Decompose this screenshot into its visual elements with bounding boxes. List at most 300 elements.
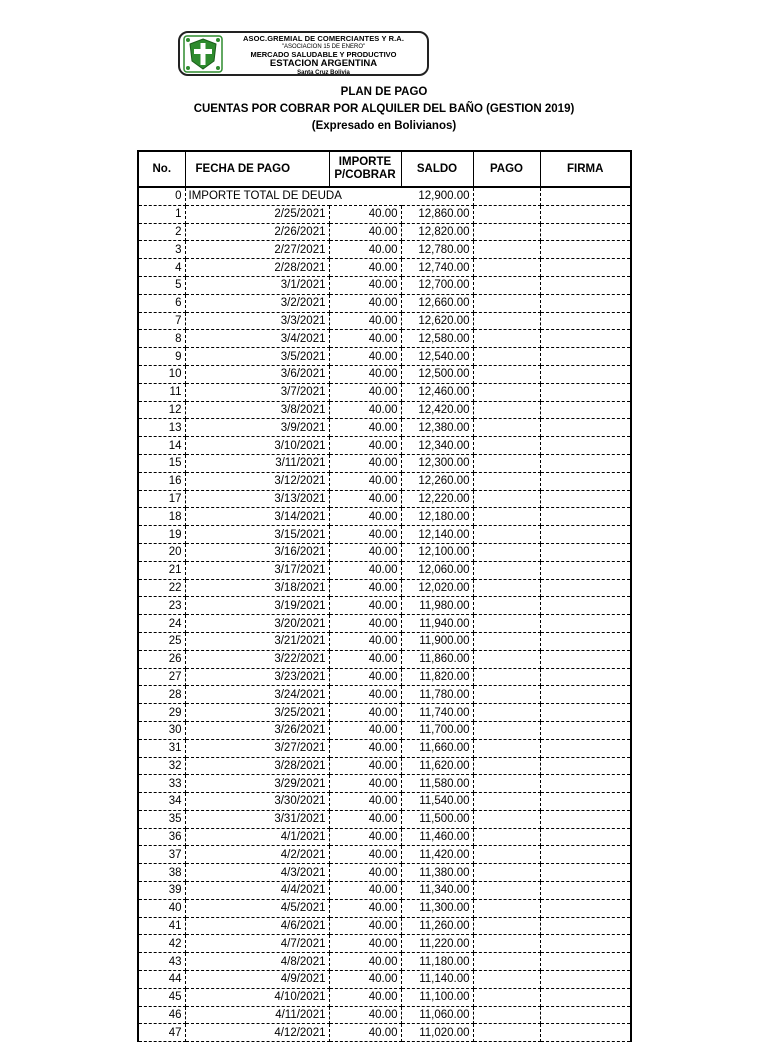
cell-fecha: 3/23/2021: [185, 668, 329, 686]
table-row: [139, 953, 630, 971]
cell-saldo: 12,180.00: [401, 508, 473, 526]
table-row: [139, 401, 630, 419]
cell-pago[interactable]: [473, 330, 540, 348]
table-row: [139, 365, 630, 383]
cell-importe: 40.00: [329, 704, 401, 722]
cell-importe: 40.00: [329, 828, 401, 846]
cell-pago[interactable]: [473, 437, 540, 455]
table-row: [139, 241, 630, 259]
cell-no: 14: [139, 437, 185, 455]
cell-firma[interactable]: [540, 205, 630, 223]
cell-saldo: 11,140.00: [401, 971, 473, 989]
table-row: [139, 419, 630, 437]
cell-fecha: 3/16/2021: [185, 543, 329, 561]
cell-saldo: 11,860.00: [401, 650, 473, 668]
cell-saldo: 12,340.00: [401, 437, 473, 455]
cell-pago[interactable]: [473, 508, 540, 526]
cell-fecha: 4/11/2021: [185, 1006, 329, 1024]
cell-firma[interactable]: [540, 632, 630, 650]
cell-importe: 40.00: [329, 953, 401, 971]
cell-fecha: 3/14/2021: [185, 508, 329, 526]
cell-no: 38: [139, 864, 185, 882]
cell-no: 0: [139, 187, 185, 205]
cell-firma[interactable]: [540, 917, 630, 935]
cell-fecha: 4/3/2021: [185, 864, 329, 882]
cell-no: 46: [139, 1006, 185, 1024]
cell-fecha: 3/1/2021: [185, 276, 329, 294]
table-row: [139, 223, 630, 241]
cell-fecha: 3/6/2021: [185, 365, 329, 383]
cell-no: 11: [139, 383, 185, 401]
cell-fecha: 3/8/2021: [185, 401, 329, 419]
cell-pago[interactable]: [473, 543, 540, 561]
cell-fecha: 4/12/2021: [185, 1024, 329, 1042]
cell-fecha: 2/25/2021: [185, 205, 329, 223]
cell-importe: 40.00: [329, 419, 401, 437]
cell-firma[interactable]: [540, 1006, 630, 1024]
table-header-row: [139, 152, 630, 187]
cell-fecha: 3/12/2021: [185, 472, 329, 490]
cell-firma[interactable]: [540, 348, 630, 366]
cell-firma[interactable]: [540, 704, 630, 722]
cell-no: 37: [139, 846, 185, 864]
table-row: [139, 632, 630, 650]
cell-firma[interactable]: [540, 882, 630, 900]
cell-firma[interactable]: [540, 899, 630, 917]
table-row: [139, 686, 630, 704]
cell-fecha: 3/5/2021: [185, 348, 329, 366]
cell-fecha: 2/28/2021: [185, 259, 329, 277]
cell-firma[interactable]: [540, 561, 630, 579]
cell-importe: 40.00: [329, 597, 401, 615]
cell-no: 13: [139, 419, 185, 437]
cell-pago[interactable]: [473, 383, 540, 401]
cell-pago[interactable]: [473, 187, 540, 205]
cell-saldo: 11,180.00: [401, 953, 473, 971]
cell-fecha: 3/18/2021: [185, 579, 329, 597]
cell-pago[interactable]: [473, 632, 540, 650]
cell-pago[interactable]: [473, 810, 540, 828]
cell-fecha: 3/25/2021: [185, 704, 329, 722]
cell-firma[interactable]: [540, 615, 630, 633]
cell-importe: 40.00: [329, 508, 401, 526]
cell-no: 7: [139, 312, 185, 330]
cell-fecha: 3/17/2021: [185, 561, 329, 579]
cell-firma[interactable]: [540, 330, 630, 348]
cell-firma[interactable]: [540, 721, 630, 739]
cell-firma[interactable]: [540, 597, 630, 615]
cell-importe: 40.00: [329, 437, 401, 455]
cell-saldo: 11,980.00: [401, 597, 473, 615]
cell-importe: 40.00: [329, 668, 401, 686]
cell-pago[interactable]: [473, 757, 540, 775]
column-header-fecha: FECHA DE PAGO: [185, 152, 329, 187]
table-row: [139, 561, 630, 579]
document-note: (Expresado en Bolivianos): [311, 120, 457, 132]
cell-firma[interactable]: [540, 757, 630, 775]
table-row: [139, 988, 630, 1006]
cell-importe: 40.00: [329, 348, 401, 366]
cell-no: 30: [139, 721, 185, 739]
cell-pago[interactable]: [473, 899, 540, 917]
cell-no: 24: [139, 615, 185, 633]
cell-saldo: 11,660.00: [401, 739, 473, 757]
cell-saldo: 12,660.00: [401, 294, 473, 312]
cell-firma[interactable]: [540, 775, 630, 793]
cell-importe: 40.00: [329, 312, 401, 330]
cell-firma[interactable]: [540, 437, 630, 455]
cell-fecha: 3/22/2021: [185, 650, 329, 668]
cell-pago[interactable]: [473, 579, 540, 597]
cell-no: 43: [139, 953, 185, 971]
cell-pago[interactable]: [473, 721, 540, 739]
cell-importe: 40.00: [329, 757, 401, 775]
cell-importe: 40.00: [329, 472, 401, 490]
cell-firma[interactable]: [540, 454, 630, 472]
cell-saldo: 11,300.00: [401, 899, 473, 917]
cell-saldo: 11,580.00: [401, 775, 473, 793]
cell-saldo: 12,580.00: [401, 330, 473, 348]
cell-pago[interactable]: [473, 793, 540, 811]
cell-pago[interactable]: [473, 312, 540, 330]
cell-firma[interactable]: [540, 472, 630, 490]
cell-no: 34: [139, 793, 185, 811]
cell-saldo: 12,740.00: [401, 259, 473, 277]
cell-fecha: 3/2/2021: [185, 294, 329, 312]
table-row: [139, 472, 630, 490]
cell-saldo: 11,940.00: [401, 615, 473, 633]
cell-importe: 40.00: [329, 401, 401, 419]
cell-importe: 40.00: [329, 223, 401, 241]
cell-pago[interactable]: [473, 401, 540, 419]
cell-pago[interactable]: [473, 276, 540, 294]
cell-no: 39: [139, 882, 185, 900]
cell-pago[interactable]: [473, 739, 540, 757]
cell-pago[interactable]: [473, 971, 540, 989]
cell-no: 31: [139, 739, 185, 757]
cell-importe: 40.00: [329, 988, 401, 1006]
cell-firma[interactable]: [540, 241, 630, 259]
table-row: [139, 650, 630, 668]
cell-pago[interactable]: [473, 650, 540, 668]
cell-saldo: 11,420.00: [401, 846, 473, 864]
cell-pago[interactable]: [473, 454, 540, 472]
cell-pago[interactable]: [473, 472, 540, 490]
cell-importe: 40.00: [329, 632, 401, 650]
cell-saldo: 12,420.00: [401, 401, 473, 419]
cell-firma[interactable]: [540, 793, 630, 811]
cell-no: 40: [139, 899, 185, 917]
cell-saldo: 11,820.00: [401, 668, 473, 686]
cell-importe: 40.00: [329, 543, 401, 561]
cell-pago[interactable]: [473, 917, 540, 935]
cell-saldo: 11,340.00: [401, 882, 473, 900]
cell-pago[interactable]: [473, 615, 540, 633]
table-row: [139, 330, 630, 348]
cell-importe: 40.00: [329, 1006, 401, 1024]
cell-pago[interactable]: [473, 846, 540, 864]
cell-saldo: 12,860.00: [401, 205, 473, 223]
org-name: ASOC.GREMIAL DE COMERCIANTES Y R.A.: [242, 34, 405, 43]
cell-firma[interactable]: [540, 650, 630, 668]
cell-no: 15: [139, 454, 185, 472]
cell-fecha: 3/30/2021: [185, 793, 329, 811]
cell-firma[interactable]: [540, 543, 630, 561]
cell-no: 47: [139, 1024, 185, 1042]
cell-firma[interactable]: [540, 935, 630, 953]
cell-pago[interactable]: [473, 223, 540, 241]
cell-pago[interactable]: [473, 241, 540, 259]
table-row: [139, 348, 630, 366]
cell-no: 5: [139, 276, 185, 294]
cell-pago[interactable]: [473, 259, 540, 277]
cell-saldo: 11,500.00: [401, 810, 473, 828]
table-row: [139, 846, 630, 864]
cell-pago[interactable]: [473, 704, 540, 722]
cell-importe: 40.00: [329, 882, 401, 900]
table-row: [139, 294, 630, 312]
cell-fecha: 4/7/2021: [185, 935, 329, 953]
cell-firma[interactable]: [540, 419, 630, 437]
cell-no: 9: [139, 348, 185, 366]
cell-importe: 40.00: [329, 579, 401, 597]
cell-fecha: 3/26/2021: [185, 721, 329, 739]
cell-saldo: 11,060.00: [401, 1006, 473, 1024]
table-row: [139, 739, 630, 757]
document-subtitle: CUENTAS POR COBRAR POR ALQUILER DEL BAÑO (GESTION 2019): [193, 103, 575, 115]
cell-no: 6: [139, 294, 185, 312]
cell-importe: 40.00: [329, 241, 401, 259]
cell-fecha: 2/26/2021: [185, 223, 329, 241]
cell-firma[interactable]: [540, 579, 630, 597]
cell-pago[interactable]: [473, 419, 540, 437]
cell-fecha: 3/11/2021: [185, 454, 329, 472]
cell-pago[interactable]: [473, 686, 540, 704]
cell-importe: 40.00: [329, 526, 401, 544]
green-cross-shield-icon: [183, 35, 223, 73]
cell-pago[interactable]: [473, 561, 540, 579]
table-row: [139, 828, 630, 846]
cell-pago[interactable]: [473, 668, 540, 686]
cell-firma[interactable]: [540, 988, 630, 1006]
cell-pago[interactable]: [473, 775, 540, 793]
cell-firma[interactable]: [540, 739, 630, 757]
cell-fecha: 3/3/2021: [185, 312, 329, 330]
cell-pago[interactable]: [473, 1006, 540, 1024]
cell-firma[interactable]: [540, 846, 630, 864]
column-header-saldo: SALDO: [401, 152, 473, 187]
cell-saldo: 12,100.00: [401, 543, 473, 561]
cell-saldo: 11,220.00: [401, 935, 473, 953]
table-row: [139, 704, 630, 722]
cell-no: 23: [139, 597, 185, 615]
cell-saldo: 11,260.00: [401, 917, 473, 935]
cell-no: 28: [139, 686, 185, 704]
cell-importe: 40.00: [329, 899, 401, 917]
cell-no: 45: [139, 988, 185, 1006]
cell-firma[interactable]: [540, 401, 630, 419]
cell-firma[interactable]: [540, 490, 630, 508]
cell-no: 22: [139, 579, 185, 597]
table-row: [139, 971, 630, 989]
table-row: [139, 793, 630, 811]
cell-no: 4: [139, 259, 185, 277]
cell-pago[interactable]: [473, 828, 540, 846]
cell-fecha: 3/29/2021: [185, 775, 329, 793]
cell-firma[interactable]: [540, 953, 630, 971]
cell-firma[interactable]: [540, 187, 630, 205]
cell-saldo: 11,780.00: [401, 686, 473, 704]
cell-saldo: 12,700.00: [401, 276, 473, 294]
cell-pago[interactable]: [473, 348, 540, 366]
table-row: [139, 864, 630, 882]
cell-firma[interactable]: [540, 276, 630, 294]
cell-no: 21: [139, 561, 185, 579]
cell-fecha: 3/10/2021: [185, 437, 329, 455]
cell-pago[interactable]: [473, 205, 540, 223]
cell-no: 35: [139, 810, 185, 828]
cell-fecha: 3/28/2021: [185, 757, 329, 775]
cell-firma[interactable]: [540, 828, 630, 846]
cell-saldo: 11,620.00: [401, 757, 473, 775]
cell-importe: 40.00: [329, 205, 401, 223]
table-row: [139, 454, 630, 472]
cell-pago[interactable]: [473, 294, 540, 312]
cell-saldo: 11,700.00: [401, 721, 473, 739]
org-location: Santa Cruz Bolivia: [297, 69, 350, 76]
cell-fecha: 3/21/2021: [185, 632, 329, 650]
cell-pago[interactable]: [473, 988, 540, 1006]
column-header-importe: IMPORTE P/COBRAR: [329, 152, 401, 187]
cell-saldo: 12,540.00: [401, 348, 473, 366]
table-row: [139, 490, 630, 508]
cell-fecha: 4/5/2021: [185, 899, 329, 917]
cell-fecha: 3/27/2021: [185, 739, 329, 757]
cell-importe: 40.00: [329, 739, 401, 757]
cell-pago[interactable]: [473, 882, 540, 900]
column-header-pago: PAGO: [473, 152, 540, 187]
cell-importe: 40.00: [329, 383, 401, 401]
cell-saldo: 11,100.00: [401, 988, 473, 1006]
cell-fecha: 3/9/2021: [185, 419, 329, 437]
cell-saldo: 12,820.00: [401, 223, 473, 241]
cell-no: 3: [139, 241, 185, 259]
cell-fecha: 4/2/2021: [185, 846, 329, 864]
cell-importe: 40.00: [329, 686, 401, 704]
cell-fecha: 3/15/2021: [185, 526, 329, 544]
cell-firma[interactable]: [540, 668, 630, 686]
cell-pago[interactable]: [473, 526, 540, 544]
cell-pago[interactable]: [473, 864, 540, 882]
cell-pago[interactable]: [473, 935, 540, 953]
cell-no: 2: [139, 223, 185, 241]
cell-fecha: 4/10/2021: [185, 988, 329, 1006]
cell-no: 27: [139, 668, 185, 686]
cell-no: 18: [139, 508, 185, 526]
cell-importe: 40.00: [329, 810, 401, 828]
cell-saldo: 12,460.00: [401, 383, 473, 401]
table-row: [139, 882, 630, 900]
cell-no: 12: [139, 401, 185, 419]
cell-firma[interactable]: [540, 223, 630, 241]
cell-no: 19: [139, 526, 185, 544]
cell-importe: 40.00: [329, 775, 401, 793]
table-row: [139, 437, 630, 455]
cell-fecha: 2/27/2021: [185, 241, 329, 259]
cell-firma[interactable]: [540, 971, 630, 989]
cell-fecha: 3/20/2021: [185, 615, 329, 633]
table-row: [139, 721, 630, 739]
table-row: [139, 899, 630, 917]
payment-plan-table: [137, 150, 632, 1042]
document-titles: [0, 84, 768, 135]
cell-fecha: 3/19/2021: [185, 597, 329, 615]
cell-firma[interactable]: [540, 508, 630, 526]
cell-no: 17: [139, 490, 185, 508]
organization-banner: [178, 31, 429, 76]
cell-pago[interactable]: [473, 597, 540, 615]
cell-saldo: 11,740.00: [401, 704, 473, 722]
cell-firma[interactable]: [540, 864, 630, 882]
cell-firma[interactable]: [540, 383, 630, 401]
cell-firma[interactable]: [540, 294, 630, 312]
cell-no: 42: [139, 935, 185, 953]
table-row: [139, 312, 630, 330]
cell-importe: 40.00: [329, 294, 401, 312]
table-row: [139, 810, 630, 828]
column-header-no: No.: [139, 152, 185, 187]
cell-saldo: 12,780.00: [401, 241, 473, 259]
table-row: [139, 508, 630, 526]
cell-saldo: 12,060.00: [401, 561, 473, 579]
cell-importe: 40.00: [329, 935, 401, 953]
cell-fecha: 4/8/2021: [185, 953, 329, 971]
cell-saldo: 12,380.00: [401, 419, 473, 437]
cell-pago[interactable]: [473, 365, 540, 383]
column-header-firma: FIRMA: [540, 152, 630, 187]
cell-firma[interactable]: [540, 312, 630, 330]
cell-firma[interactable]: [540, 1024, 630, 1042]
cell-no: 25: [139, 632, 185, 650]
cell-no: 8: [139, 330, 185, 348]
cell-importe: 40.00: [329, 650, 401, 668]
cell-fecha: 3/31/2021: [185, 810, 329, 828]
cell-firma[interactable]: [540, 259, 630, 277]
cell-pago[interactable]: [473, 490, 540, 508]
cell-no: 16: [139, 472, 185, 490]
cell-fecha: 3/7/2021: [185, 383, 329, 401]
table-row: [139, 579, 630, 597]
cell-fecha: 4/1/2021: [185, 828, 329, 846]
table-row: [139, 383, 630, 401]
cell-firma[interactable]: [540, 365, 630, 383]
cell-no: 44: [139, 971, 185, 989]
cell-fecha: 3/13/2021: [185, 490, 329, 508]
cell-no: 20: [139, 543, 185, 561]
table-row: [139, 259, 630, 277]
cell-firma[interactable]: [540, 810, 630, 828]
cell-fecha: 4/4/2021: [185, 882, 329, 900]
cell-firma[interactable]: [540, 526, 630, 544]
cell-no: 32: [139, 757, 185, 775]
table-row: [139, 526, 630, 544]
table-row: [139, 597, 630, 615]
cell-importe: 40.00: [329, 917, 401, 935]
cell-pago[interactable]: [473, 953, 540, 971]
cell-firma[interactable]: [540, 686, 630, 704]
cell-no: 10: [139, 365, 185, 383]
cell-pago[interactable]: [473, 1024, 540, 1042]
